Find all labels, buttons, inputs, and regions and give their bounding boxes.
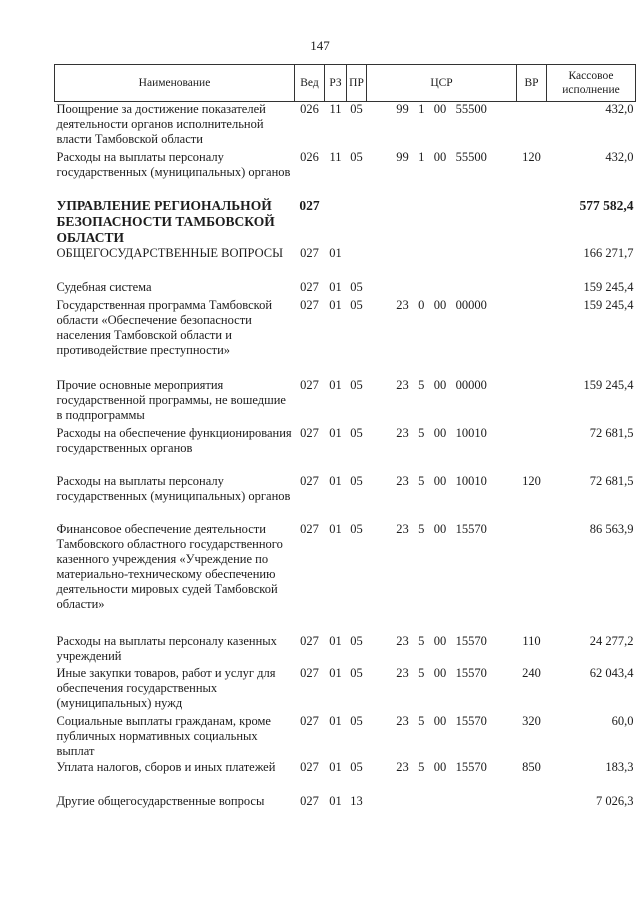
- row-name: Поощрение за достижение показателей деятельности органов исполнительной власти Тамбовской области: [56, 102, 266, 146]
- row-ved: 027: [299, 197, 320, 213]
- row-csr: 99 1 00 55500: [396, 102, 487, 116]
- row-ved: 027: [300, 377, 319, 392]
- row-rz: 01: [329, 297, 342, 312]
- row-amount: 7 026,3: [596, 793, 634, 808]
- row-csr: 99 1 00 55500: [396, 149, 487, 164]
- table-row: [55, 150, 636, 198]
- row-ved: 026: [300, 149, 319, 164]
- row-vr: 120: [522, 473, 541, 488]
- header-name: Наименование: [55, 65, 295, 102]
- row-pr: 05: [350, 521, 363, 536]
- row-name: Уплата налогов, сборов и иных платежей: [56, 759, 276, 774]
- row-pr: 05: [350, 297, 363, 312]
- row-name: Финансовое обеспечение деятельности Тамбовского областного государственного казенного учреждения «Учреждение по материально-техническому обеспечению деятельности мировых судей Тамбовской области»: [56, 521, 283, 611]
- row-rz: 11: [329, 149, 342, 164]
- row-name: Расходы на обеспечение функционирования государственных органов: [56, 425, 292, 455]
- table-row: [55, 298, 636, 378]
- row-name: Расходы на выплаты персоналу государственных (муниципальных) органов: [56, 473, 291, 503]
- header-rz: РЗ: [325, 65, 347, 102]
- row-csr: 23 5 00 15570: [396, 633, 487, 648]
- row-pr: 05: [350, 665, 363, 680]
- row-name: Расходы на выплаты персоналу казенных учреждений: [56, 633, 277, 663]
- row-amount: 24 277,2: [589, 633, 634, 648]
- row-name: ОБЩЕГОСУДАРСТВЕННЫЕ ВОПРОСЫ: [56, 245, 284, 260]
- row-name: Социальные выплаты гражданам, кроме публичных нормативных социальных выплат: [56, 713, 271, 758]
- row-ved: 027: [300, 279, 319, 294]
- row-rz: 01: [329, 245, 342, 260]
- row-csr: 23 5 00 15570: [396, 521, 487, 536]
- row-pr: 05: [350, 633, 363, 648]
- header-vr: ВР: [517, 65, 547, 102]
- row-pr: 05: [350, 377, 363, 392]
- row-ved: 027: [300, 473, 319, 488]
- row-amount: 166 271,7: [583, 245, 634, 260]
- row-csr: 23 5 00 00000: [396, 377, 487, 392]
- row-pr: 05: [350, 279, 363, 294]
- row-pr: 05: [350, 149, 363, 164]
- row-vr: [517, 280, 547, 298]
- row-ved: 027: [300, 297, 319, 312]
- table-row: [55, 760, 636, 794]
- row-rz: 01: [329, 473, 342, 488]
- row-amount: 432,0: [605, 149, 634, 164]
- row-pr: 05: [350, 759, 363, 774]
- row-amount: 577 582,4: [579, 197, 634, 213]
- row-pr: [347, 246, 367, 280]
- row-vr: [517, 102, 547, 150]
- row-pr: [347, 198, 367, 246]
- row-rz: 01: [329, 665, 342, 680]
- row-csr: 23 5 00 15570: [396, 665, 487, 680]
- table-row: [55, 794, 636, 814]
- row-vr: [517, 522, 547, 634]
- row-rz: 01: [329, 793, 342, 808]
- row-rz: 01: [329, 521, 342, 536]
- row-vr: [517, 426, 547, 474]
- row-amount: 62 043,4: [589, 665, 634, 680]
- table-row: [55, 280, 636, 298]
- row-vr: 850: [522, 759, 541, 774]
- row-csr: [367, 198, 517, 246]
- row-rz: 01: [329, 759, 342, 774]
- table-row: [55, 246, 636, 280]
- row-pr: 13: [350, 793, 363, 808]
- row-rz: 01: [329, 633, 342, 648]
- row-vr: [517, 198, 547, 246]
- budget-table: [54, 64, 636, 814]
- row-name: Прочие основные мероприятия государственной программы, не вошедшие в подпрограммы: [56, 377, 286, 422]
- table-row: [55, 426, 636, 474]
- row-amount: 183,3: [605, 759, 634, 774]
- row-csr: 23 5 00 15570: [396, 759, 487, 774]
- row-vr: 320: [522, 713, 541, 728]
- row-rz: [325, 198, 347, 246]
- row-amount: 86 563,9: [589, 521, 634, 536]
- row-ved: 027: [300, 793, 319, 808]
- page-number: 147: [310, 38, 330, 53]
- table-row: [55, 378, 636, 426]
- row-name: Государственная программа Тамбовской области «Обеспечение безопасности населения Тамбовской области и противодействие преступности»: [56, 297, 273, 357]
- row-amount: 432,0: [605, 102, 634, 116]
- row-rz: 01: [329, 713, 342, 728]
- row-ved: 027: [300, 633, 319, 648]
- row-csr: 23 5 00 10010: [396, 473, 487, 488]
- row-vr: 110: [522, 633, 541, 648]
- table-row: [55, 714, 636, 760]
- row-csr: [367, 794, 517, 814]
- row-vr: [517, 298, 547, 378]
- row-amount: 72 681,5: [589, 425, 634, 440]
- row-csr: 23 5 00 15570: [396, 713, 487, 728]
- row-vr: [517, 378, 547, 426]
- row-amount: 159 245,4: [583, 279, 634, 294]
- table-row: [55, 634, 636, 666]
- header-ved: Вед: [295, 65, 325, 102]
- table-row: [55, 474, 636, 522]
- row-name: Расходы на выплаты персоналу государственных (муниципальных) органов: [56, 149, 291, 179]
- row-pr: 05: [350, 102, 363, 116]
- row-rz: 01: [329, 425, 342, 440]
- row-ved: 027: [300, 665, 319, 680]
- row-ved: 027: [300, 759, 319, 774]
- row-name: УПРАВЛЕНИЕ РЕГИОНАЛЬНОЙ БЕЗОПАСНОСТИ ТАМБОВСКОЙ ОБЛАСТИ: [56, 197, 275, 245]
- row-vr: [517, 246, 547, 280]
- row-csr: [367, 246, 517, 280]
- row-name: Иные закупки товаров, работ и услуг для обеспечения государственных (муниципальных) нужд: [56, 665, 276, 710]
- row-ved: 027: [300, 521, 319, 536]
- row-pr: 05: [350, 473, 363, 488]
- table-header-row: [55, 65, 636, 102]
- row-vr: 120: [522, 149, 541, 164]
- row-amount: 159 245,4: [583, 297, 634, 312]
- row-name: Судебная система: [56, 279, 152, 294]
- table-row: [55, 666, 636, 714]
- row-csr: 23 5 00 10010: [396, 425, 487, 440]
- row-amount: 72 681,5: [589, 473, 634, 488]
- row-amount: 60,0: [611, 713, 634, 728]
- header-amount: Кассовое исполнение: [547, 65, 636, 102]
- table-row: [55, 102, 636, 150]
- row-rz: 01: [329, 279, 342, 294]
- table-row: [55, 198, 636, 246]
- row-amount: 159 245,4: [583, 377, 634, 392]
- row-csr: 23 0 00 00000: [396, 297, 487, 312]
- row-name: Другие общегосударственные вопросы: [56, 793, 265, 808]
- row-vr: 240: [522, 665, 541, 680]
- row-csr: [367, 280, 517, 298]
- row-ved: 027: [300, 713, 319, 728]
- row-pr: 05: [350, 425, 363, 440]
- row-rz: 11: [329, 102, 342, 116]
- row-ved: 026: [300, 102, 319, 116]
- row-rz: 01: [329, 377, 342, 392]
- row-ved: 027: [300, 425, 319, 440]
- row-pr: 05: [350, 713, 363, 728]
- table-row: [55, 522, 636, 634]
- header-pr: ПР: [347, 65, 367, 102]
- header-csr: ЦСР: [367, 65, 517, 102]
- row-vr: [517, 794, 547, 814]
- row-ved: 027: [300, 245, 319, 260]
